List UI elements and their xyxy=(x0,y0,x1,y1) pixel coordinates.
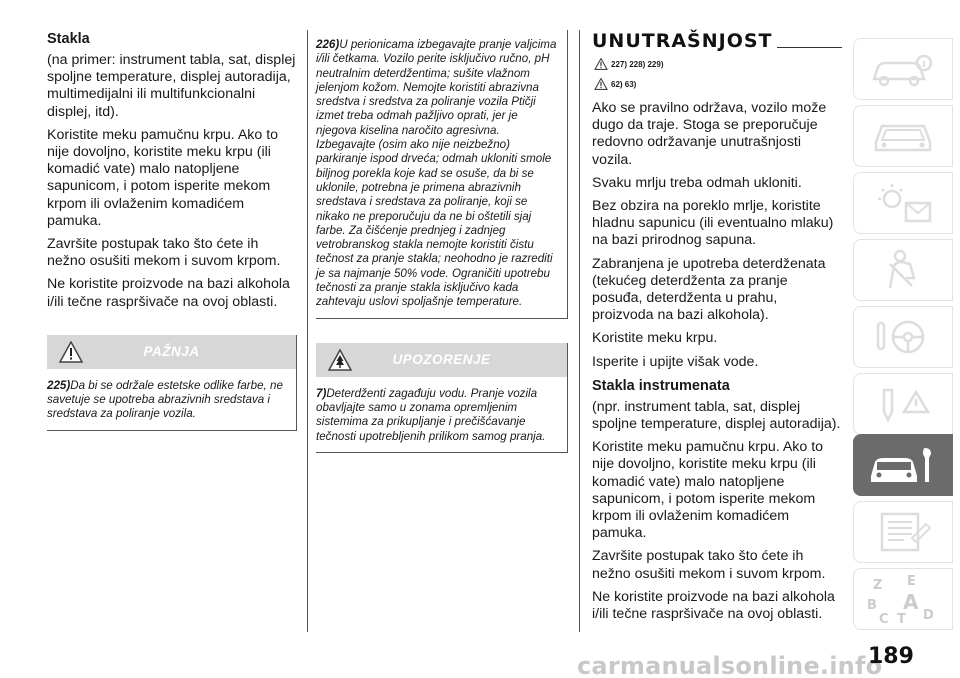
tab-driving[interactable] xyxy=(853,306,953,368)
tab-index[interactable] xyxy=(853,568,953,630)
maintenance-icon xyxy=(865,442,941,488)
warning-continued-box xyxy=(316,30,568,319)
environment-text xyxy=(316,377,567,452)
section-heading: Stakla xyxy=(47,31,90,47)
paragraph: Završite postupak tako što ćete ih nežno osušiti mekom i suvom krpom. xyxy=(47,236,281,270)
tab-safety[interactable] xyxy=(853,239,953,301)
environment-header xyxy=(316,343,567,377)
tab-maintenance[interactable] xyxy=(853,434,953,496)
warning-triangle-icon xyxy=(594,58,608,70)
column-left xyxy=(47,30,297,431)
car-front-icon xyxy=(868,116,938,156)
environment-box xyxy=(316,343,568,453)
tab-car-info[interactable] xyxy=(853,38,953,100)
index-letter: B xyxy=(867,598,877,613)
column-right xyxy=(592,30,842,629)
warning-number: 226) xyxy=(316,38,340,51)
caution-triangle-icon xyxy=(594,78,608,90)
warning-title: PAŽNJA xyxy=(143,344,200,360)
paragraph: (npr. instrument tabla, sat, displej spoljne temperature, displej autoradija). xyxy=(592,398,841,433)
environment-tree-icon xyxy=(328,349,352,376)
paragraph: Koristite meku krpu. xyxy=(592,330,718,347)
index-icon xyxy=(863,573,943,625)
paragraph: Ako se pravilno održava, vozilo može dugo da traje. Stoga se preporučuje redovno održavanje unutrašnjosti vozila. xyxy=(592,100,827,168)
paragraph: Zabranjena je upotreba deterdženata (tekućeg deterdženta za pranje posuđa, deterdženta u prahu, proizvoda na bazi alkohola). xyxy=(592,255,826,324)
emergency-icon xyxy=(868,382,938,426)
warning-triangle-icon xyxy=(59,341,83,368)
index-letter: A xyxy=(903,590,919,614)
warning-text xyxy=(47,369,296,430)
paragraph: Bez obzira na poreklo mrlje, koristite hladnu sapunicu (ili eventualno mlaku) na bazi prirodnog sapuna. xyxy=(592,198,834,249)
ref-numbers: 62) 63) xyxy=(611,79,637,89)
watermark: carmanualsonline.info xyxy=(577,652,883,678)
paragraph: Isperite i upijte višak vode. xyxy=(592,353,759,370)
caution-refs xyxy=(594,76,842,92)
warning-number: 225) xyxy=(47,378,71,392)
tab-car-front[interactable] xyxy=(853,105,953,167)
tab-emergency[interactable] xyxy=(853,373,953,435)
index-letter: C xyxy=(879,612,889,625)
steering-wheel-icon xyxy=(868,315,938,359)
column-middle xyxy=(316,30,568,453)
column-divider xyxy=(579,30,580,632)
paragraph: Koristite meku pamučnu krpu. Ako to nije dovoljno, koristite meku krpu (ili komadić vate) malo natopljene sapunicom, i potom isperite mekom krpom ili ovlaženim komadićem pamuka. xyxy=(592,439,824,542)
warning-box xyxy=(47,335,297,431)
index-letter: E xyxy=(907,574,916,589)
tab-warning-lights[interactable] xyxy=(853,172,953,234)
warning-text xyxy=(316,30,567,318)
paragraph: Ne koristite proizvode na bazi alkohola i/ili tečne raspršivače na ovoj oblasti. xyxy=(47,276,290,310)
environment-body: Deterdženti zagađuju vodu. Pranje vozila obavljajte samo u zonama opremljenim sistemima za prikupljanje i prečišćavanje tečnosti upotrebljenih prilikom samog pranja. xyxy=(316,386,546,443)
paragraph: Ne koristite proizvode na bazi alkohola i/ili tečne raspršivače na ovoj oblasti. xyxy=(592,588,835,623)
paragraph: (na primer: instrument tabla, sat, displej spoljne temperature, displej autoradija, multimedijalni ili multifunkcionalni displej, itd). xyxy=(47,52,296,120)
chapter-title-text: UNUTRAŠNJOST xyxy=(592,30,773,52)
warning-body: Da bi se održale estetske odlike farbe, ne savetuje se upotreba abrazivnih sredstava i sredstava za poliranje vozila. xyxy=(47,378,283,421)
section-heading: Stakla instrumenata xyxy=(592,377,730,394)
tech-data-icon xyxy=(868,510,938,554)
chapter-title xyxy=(592,30,842,52)
warning-header xyxy=(47,335,296,369)
warning-body: U perionicama izbegavajte pranje valjcima i/ili četkama. Vozilo perite isključivo ručno, pH neutralnim deterdžentima; sušite vlažnom jelenjom kožom. Nemojte koristiti abrazivna sredstva i sredstva za poliranje vozila Ptičji izmet treba odmah pažljivo oprati, jer je njegova kiselina naročito agresivna. Izbegavajte (osim ako nije neizbežno) parkiranje ispod drveća; odmah ukloniti smole biljnog porekla koje kad se osuše, da bi se uklonile, potrebna je primena abrazivnih sredstava i sredstava za poliranje, koji se nikako ne preporučuju da ne bi oštetili sjaj farbe. Za čišćenje prednjeg i zadnjeg vetrobranskog stakla nemojte koristiti čistu tečnost za pranje stakla; neohodno je razrediti je sa najmanje 50% vode. Ograničiti upotrebu tečnosti za pranje stakla isključivo kada zahtevaju uslovi spoljašnje temperature. xyxy=(316,38,557,309)
warning-refs xyxy=(594,56,842,72)
title-underline xyxy=(777,47,842,48)
index-letter: Z xyxy=(873,578,883,593)
environment-number: 7) xyxy=(316,386,327,400)
environment-title: UPOZORENJE xyxy=(392,352,491,368)
car-info-icon xyxy=(868,49,938,89)
paragraph: Svaku mrlju treba odmah ukloniti. xyxy=(592,174,802,191)
tab-tech-data[interactable] xyxy=(853,501,953,563)
ref-numbers: 227) 228) 229) xyxy=(611,59,664,69)
page-number: 189 xyxy=(868,644,914,669)
safety-icon xyxy=(868,248,938,292)
index-letter: D xyxy=(923,608,934,623)
warning-lights-icon xyxy=(868,181,938,225)
column-divider xyxy=(307,30,308,632)
index-letter: T xyxy=(897,612,906,625)
paragraph: Koristite meku pamučnu krpu. Ako to nije dovoljno, koristite meku krpu (ili komadić vate) malo natopljene sapunicom, i potom isperite mekom krpom ili ovlaženim komadićem pamuka. xyxy=(47,126,279,229)
paragraph: Završite postupak tako što ćete ih nežno osušiti mekom i suvom krpom. xyxy=(592,548,826,582)
